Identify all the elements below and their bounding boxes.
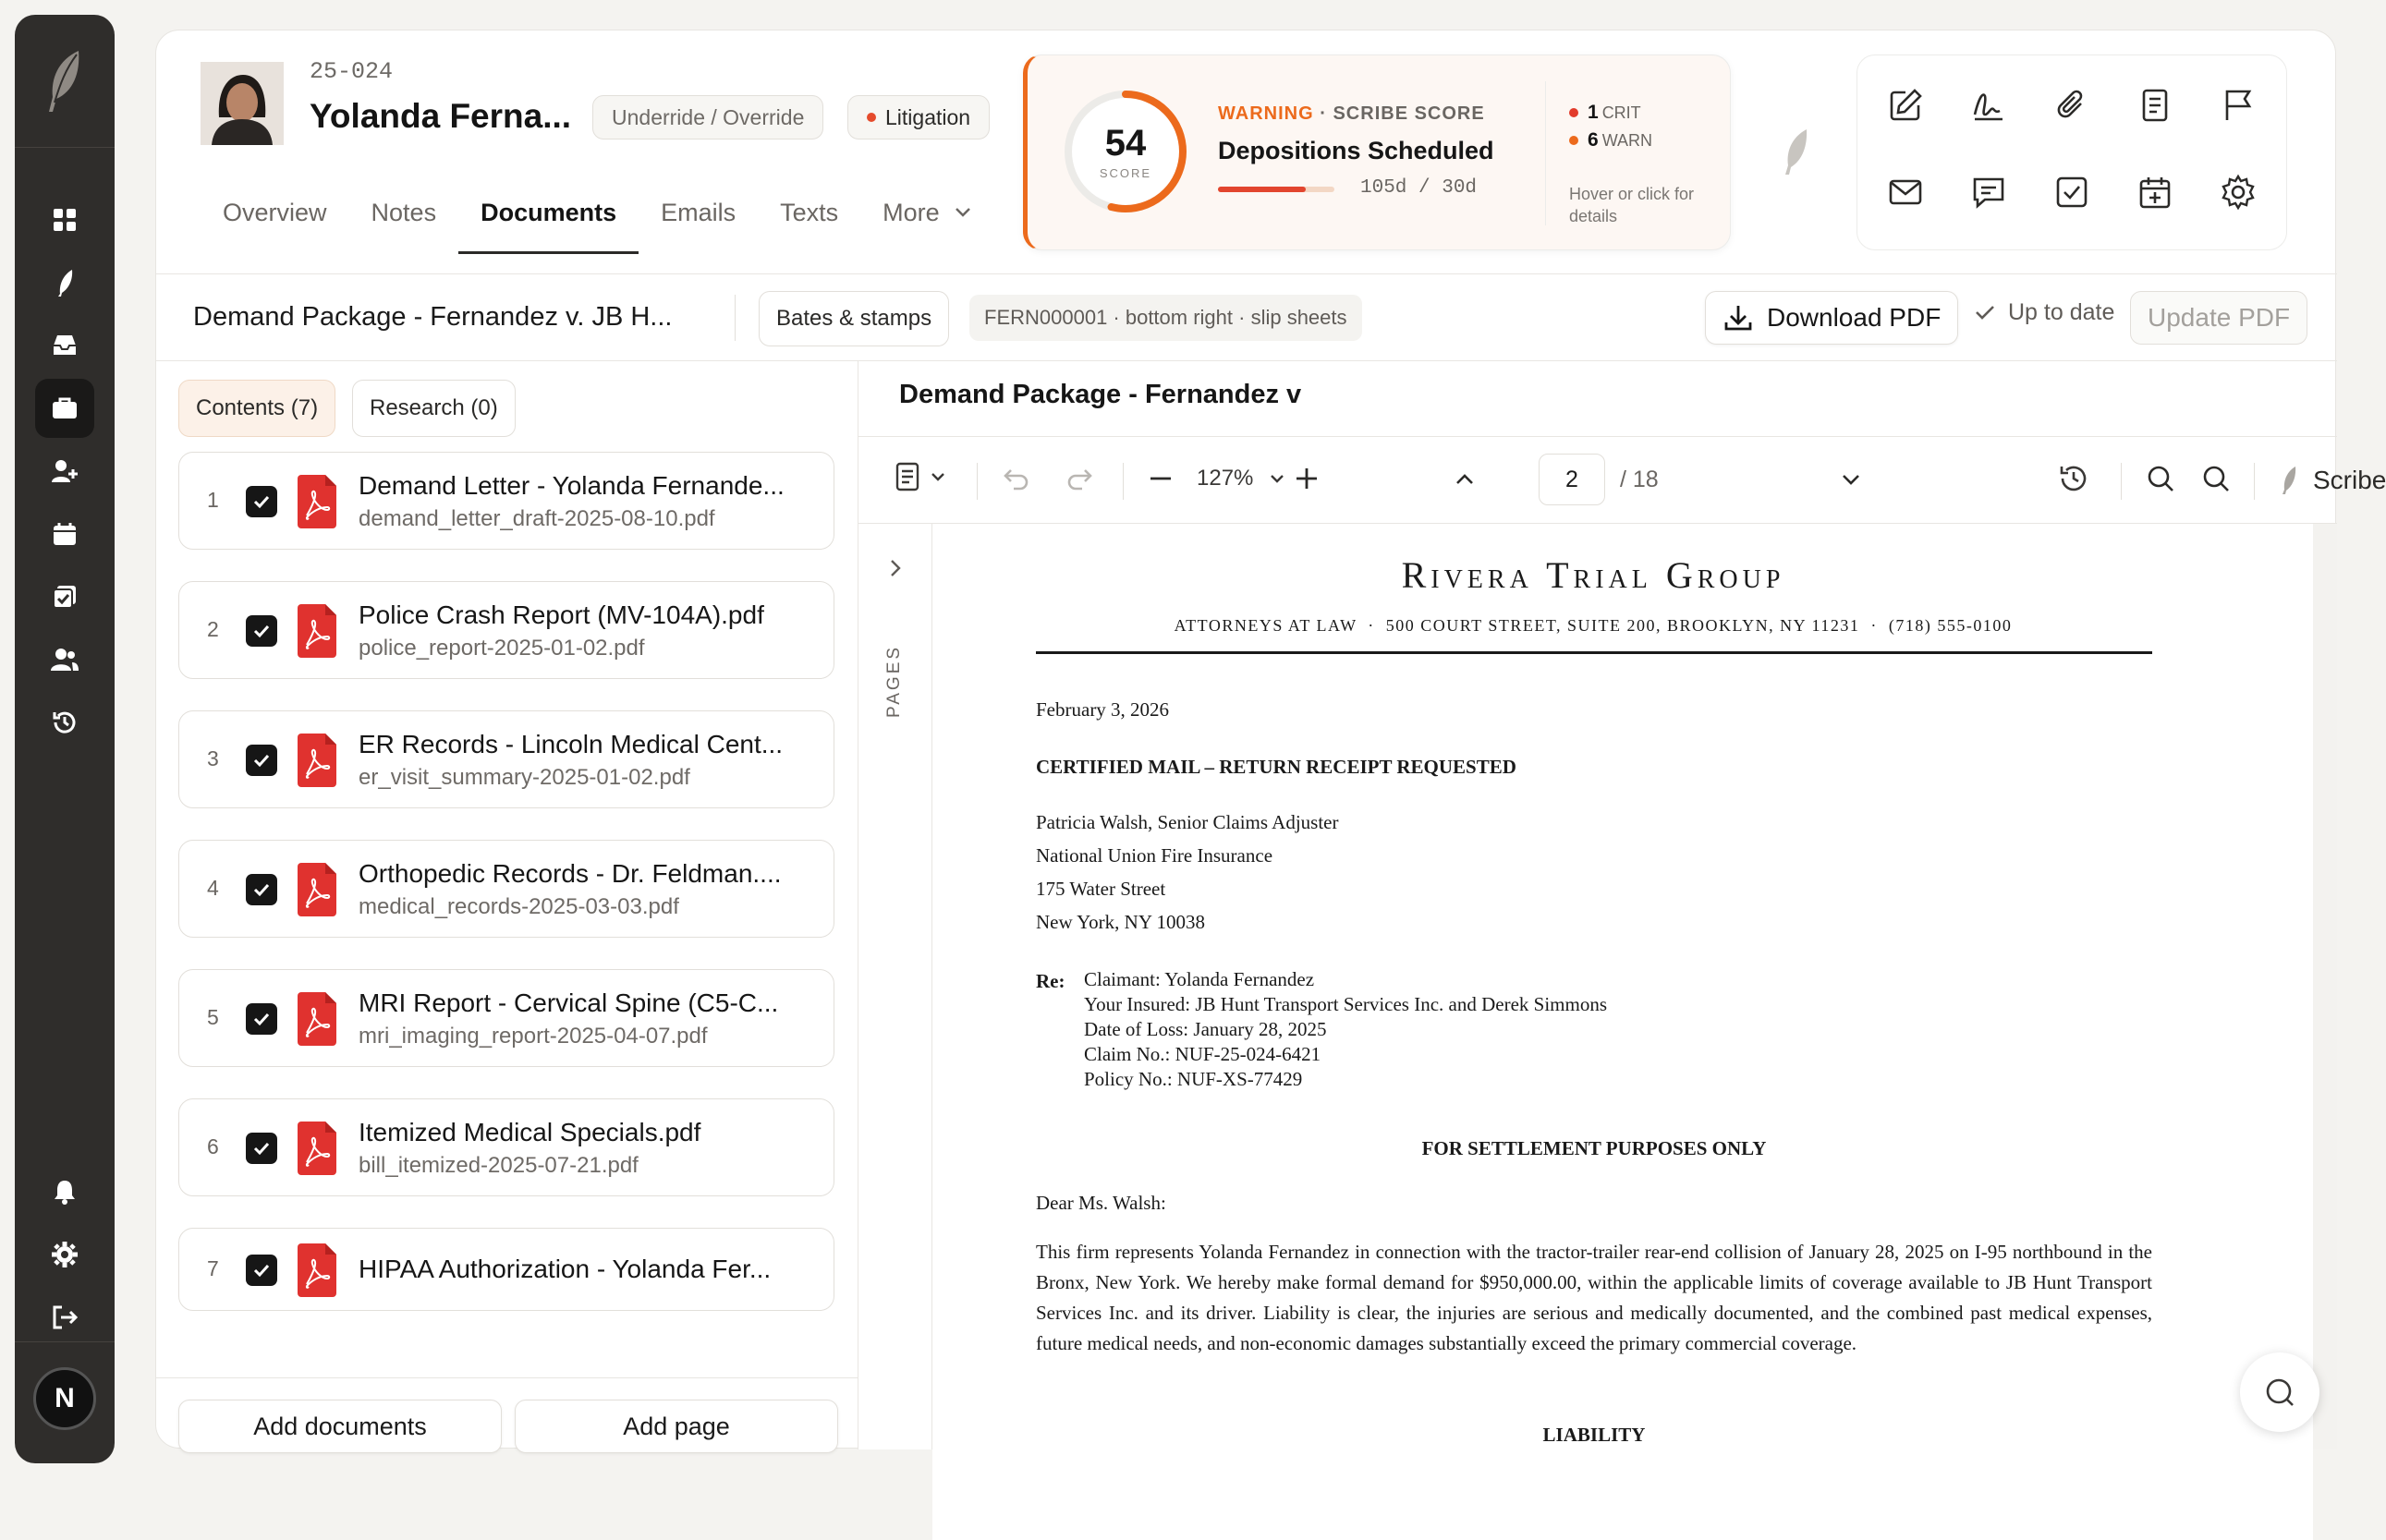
document-canvas xyxy=(932,524,2337,1449)
download-icon xyxy=(1723,302,1754,333)
re-claim-no: Claim No.: NUF-25-024-6421 xyxy=(1084,1043,1321,1065)
document-name: ER Records - Lincoln Medical Cent... xyxy=(359,730,784,758)
document-icon xyxy=(2136,87,2173,124)
document-card[interactable] xyxy=(178,969,834,1067)
gear-icon xyxy=(2220,174,2257,211)
score-label: SCRIBE SCORE xyxy=(1333,103,1485,124)
document-name: MRI Report - Cervical Spine (C5-C... xyxy=(359,988,779,1017)
prev-page-button[interactable] xyxy=(1450,465,1479,494)
score-progress-fill xyxy=(1218,187,1306,192)
re-insured: Your Insured: JB Hunt Transport Services Inc. and Derek Simmons xyxy=(1084,993,1608,1015)
view-mode-button[interactable] xyxy=(894,461,949,492)
case-workspace xyxy=(155,30,2386,1449)
zoom-level: 127% xyxy=(1197,466,1254,491)
document-number: 6 xyxy=(207,1134,219,1158)
firm-name xyxy=(932,553,2254,597)
case-tabs xyxy=(201,199,997,254)
gear-icon xyxy=(51,1241,79,1268)
page-number-input[interactable]: 2 xyxy=(1539,454,1605,505)
letterhead-rule xyxy=(1036,651,2152,654)
nav-tasks[interactable] xyxy=(15,567,115,626)
rail-divider xyxy=(15,1341,115,1342)
document-checkbox[interactable] xyxy=(246,486,277,517)
attach-button[interactable] xyxy=(2051,85,2092,126)
next-page-button[interactable] xyxy=(1836,465,1866,494)
scribe-label: Scribe xyxy=(2313,466,2386,494)
search-icon xyxy=(2145,463,2176,494)
pages-gutter xyxy=(858,524,932,1449)
document-card[interactable] xyxy=(178,840,834,938)
document-button[interactable] xyxy=(2135,85,2175,126)
document-number: 2 xyxy=(207,617,219,641)
nav-cases[interactable] xyxy=(15,379,115,438)
address-line-4: New York, NY 10038 xyxy=(1036,911,1205,933)
document-number: 5 xyxy=(207,1005,219,1029)
document-checkbox[interactable] xyxy=(246,615,277,647)
nav-calendar[interactable] xyxy=(15,504,115,564)
warn-dot-icon xyxy=(1569,136,1578,145)
firm-address: ATTORNEYS AT LAW · 500 COURT STREET, SUITE 200, BROOKLYN, NY 11231 · (718) 555-0100 xyxy=(1174,616,2013,635)
warn-label: WARN xyxy=(1601,130,1653,150)
nav-settings[interactable] xyxy=(15,1225,115,1284)
tab-more[interactable] xyxy=(860,199,997,254)
re-date-of-loss: Date of Loss: January 28, 2025 xyxy=(1084,1018,1327,1040)
tab-texts[interactable]: Texts xyxy=(780,199,839,226)
case-header xyxy=(156,30,2337,274)
letter-date: February 3, 2026 xyxy=(1036,698,1170,721)
check-icon xyxy=(251,879,272,900)
panel-footer-divider xyxy=(156,1377,858,1378)
bell-icon xyxy=(52,1178,78,1206)
tab-more-label: More xyxy=(883,199,940,226)
download-pdf-button[interactable] xyxy=(1705,291,1958,345)
flag-button[interactable] xyxy=(2218,85,2258,126)
firm-name-text: Rivera Trial Group xyxy=(1401,554,1785,596)
tab-emails[interactable]: Emails xyxy=(661,199,736,226)
app-sidebar xyxy=(15,15,115,1463)
check-icon xyxy=(251,621,272,641)
feather-icon xyxy=(2278,465,2300,496)
tasks-icon xyxy=(52,584,78,610)
toolbar-divider xyxy=(2254,463,2255,500)
crit-number: 1 xyxy=(1588,102,1599,123)
signature-button[interactable] xyxy=(1968,85,2009,126)
document-name: Orthopedic Records - Dr. Feldman.... xyxy=(359,859,782,888)
chevron-up-icon xyxy=(1450,465,1479,494)
scribe-score-card[interactable] xyxy=(1023,55,1731,250)
score-value: 54 xyxy=(1104,123,1147,164)
letter-page xyxy=(932,524,2313,1540)
score-ring xyxy=(1061,87,1190,216)
address-line-3: 175 Water Street xyxy=(1036,878,1166,900)
warn-number: 6 xyxy=(1588,129,1599,151)
document-filename: medical_records-2025-03-03.pdf xyxy=(359,894,679,919)
contents-panel xyxy=(156,361,858,1449)
tab-research[interactable]: Research (0) xyxy=(352,380,516,437)
nav-inbox[interactable] xyxy=(15,316,115,375)
checkbox-icon xyxy=(2053,174,2090,211)
re-policy-no: Policy No.: NUF-XS-77429 xyxy=(1084,1068,1303,1090)
download-pdf-label: Download PDF xyxy=(1767,303,1942,332)
search-icon xyxy=(2200,463,2232,494)
history-icon xyxy=(51,709,79,736)
nav-scribe[interactable] xyxy=(15,253,115,312)
opening-paragraph: This firm represents Yolanda Fernandez in connection with the tractor-trailer rear-end collision of January 28, 2025 on I-95 northbound in the Bronx, New York. We hereby make formal demand for $950,000.00, within the applicable limits of coverage available to JB Hunt Transport Services Inc. and its driver. Liability is clear, the injuries are serious and medically documented, and the combined past medical expenses, future medical needs, and non-economic damages substantially exceed the primary commercial coverage. xyxy=(1036,1241,2152,1354)
override-chip[interactable] xyxy=(592,95,823,139)
document-card[interactable] xyxy=(178,452,834,550)
update-pdf-button[interactable] xyxy=(2130,291,2307,345)
document-card[interactable] xyxy=(178,581,834,679)
liability-heading: LIABILITY xyxy=(1542,1424,1646,1446)
zoom-select[interactable] xyxy=(1197,463,1288,494)
case-number: 25-024 xyxy=(310,58,394,85)
nav-dashboard[interactable] xyxy=(15,190,115,249)
litigation-chip[interactable] xyxy=(847,95,990,139)
scribe-button[interactable] xyxy=(2278,457,2386,503)
document-checkbox[interactable] xyxy=(246,745,277,776)
document-number: 3 xyxy=(207,746,219,770)
edit-icon xyxy=(1887,87,1924,124)
document-checkbox[interactable] xyxy=(246,1255,277,1286)
pdf-file-icon xyxy=(296,604,338,658)
document-number: 7 xyxy=(207,1256,219,1280)
undo-button[interactable] xyxy=(1001,463,1032,494)
page-view-icon xyxy=(894,461,921,492)
check-icon xyxy=(251,1138,272,1158)
document-number: 4 xyxy=(207,876,219,900)
inbox-icon xyxy=(51,333,79,358)
score-caption: SCORE xyxy=(1099,166,1152,180)
app-logo[interactable] xyxy=(15,15,115,148)
up-to-date-status xyxy=(1971,298,2114,326)
nav-add-contact[interactable] xyxy=(15,442,115,501)
score-progress-bar xyxy=(1218,187,1334,192)
viewer-title: Demand Package - Fernandez v xyxy=(899,380,1302,409)
feather-icon xyxy=(52,268,78,297)
document-name: Itemized Medical Specials.pdf xyxy=(359,1118,701,1146)
users-icon xyxy=(50,647,79,673)
add-event-button[interactable] xyxy=(2135,172,2175,212)
pdf-file-icon xyxy=(296,734,338,787)
search-fab[interactable] xyxy=(2240,1352,2319,1432)
chevron-down-icon xyxy=(927,466,949,488)
nav-contacts[interactable] xyxy=(15,630,115,689)
bates-stamps-label: Bates & stamps xyxy=(776,306,932,331)
document-filename: er_visit_summary-2025-01-02.pdf xyxy=(359,765,690,790)
calendar-plus-icon xyxy=(2136,174,2173,211)
document-name: HIPAA Authorization - Yolanda Fer... xyxy=(359,1255,772,1283)
document-checkbox[interactable] xyxy=(246,874,277,905)
pages-label[interactable]: PAGES xyxy=(884,644,904,718)
chevron-down-icon xyxy=(951,199,975,226)
paperclip-icon xyxy=(2053,87,2090,124)
document-name: Police Crash Report (MV-104A).pdf xyxy=(359,600,764,629)
toolbar-divider xyxy=(977,463,978,500)
score-divider xyxy=(1545,81,1546,225)
toolbar-divider xyxy=(2121,463,2122,500)
mail-icon xyxy=(1887,174,1924,211)
document-card[interactable] xyxy=(178,1228,834,1311)
document-name: Demand Letter - Yolanda Fernande... xyxy=(359,471,785,500)
pdf-file-icon xyxy=(296,863,338,916)
chat-search-icon xyxy=(2262,1375,2297,1410)
chevron-down-icon xyxy=(1266,467,1288,490)
redo-button[interactable] xyxy=(1064,463,1095,494)
bates-info xyxy=(969,295,1362,341)
check-icon xyxy=(1971,298,1999,326)
document-number: 1 xyxy=(207,488,219,512)
pdf-file-icon xyxy=(296,992,338,1046)
warn-count xyxy=(1569,129,1652,152)
pdf-file-icon xyxy=(296,1243,338,1297)
score-title: Depositions Scheduled xyxy=(1218,137,1494,164)
find-button[interactable] xyxy=(2200,463,2232,494)
package-title[interactable]: Demand Package - Fernandez v. JB H... xyxy=(193,302,673,332)
undo-icon xyxy=(1001,463,1032,494)
edit-button[interactable] xyxy=(1885,85,1926,126)
pdf-file-icon xyxy=(296,1122,338,1175)
quick-actions xyxy=(1856,55,2287,250)
feather-icon xyxy=(1777,127,1814,176)
score-status xyxy=(1218,103,1485,125)
settlement-heading: FOR SETTLEMENT PURPOSES ONLY xyxy=(1421,1137,1767,1159)
chevron-right-icon[interactable] xyxy=(883,555,908,581)
chevron-down-icon xyxy=(1836,465,1866,494)
document-filename: mri_imaging_report-2025-04-07.pdf xyxy=(359,1024,708,1049)
task-button[interactable] xyxy=(2051,172,2092,212)
crit-count xyxy=(1569,102,1641,124)
re-label: Re: xyxy=(1036,970,1065,992)
pdf-viewer xyxy=(858,361,2386,1449)
flag-icon xyxy=(2220,87,2257,124)
version-history-button[interactable] xyxy=(2058,463,2089,494)
certified-mail-line: CERTIFIED MAIL – RETURN RECEIPT REQUESTED xyxy=(1036,756,1516,778)
score-dot: · xyxy=(1320,103,1327,124)
salutation: Dear Ms. Walsh: xyxy=(1036,1192,1166,1214)
score-status-text: WARNING xyxy=(1218,103,1314,124)
litigation-dot-icon xyxy=(867,113,876,122)
logout-icon xyxy=(51,1304,79,1330)
signature-icon xyxy=(1970,87,2007,124)
feather-logo-icon xyxy=(42,47,88,115)
document-checkbox[interactable] xyxy=(246,1003,277,1035)
client-name[interactable]: Yolanda Ferna... xyxy=(310,97,572,135)
document-filename: demand_letter_draft-2025-08-10.pdf xyxy=(359,506,715,531)
add-page-button[interactable]: Add page xyxy=(515,1400,838,1453)
tab-notes[interactable]: Notes xyxy=(371,199,437,226)
tab-overview[interactable]: Overview xyxy=(223,199,327,226)
check-icon xyxy=(251,1260,272,1280)
re-block xyxy=(1084,967,1607,1092)
check-icon xyxy=(251,1009,272,1029)
address-line-2: National Union Fire Insurance xyxy=(1036,844,1273,867)
score-days: 105d / 30d xyxy=(1360,177,1478,199)
pdf-file-icon xyxy=(296,475,338,528)
nav-logout[interactable] xyxy=(15,1288,115,1347)
bates-info-text: FERN000001 · bottom right · slip sheets xyxy=(984,306,1347,329)
document-filename: bill_itemized-2025-07-21.pdf xyxy=(359,1153,639,1178)
re-claimant: Claimant: Yolanda Fernandez xyxy=(1084,968,1315,990)
crit-dot-icon xyxy=(1569,108,1578,117)
tab-contents[interactable]: Contents (7) xyxy=(178,380,335,437)
message-icon xyxy=(1970,174,2007,211)
nav-history[interactable] xyxy=(15,693,115,752)
redo-icon xyxy=(1064,463,1095,494)
add-documents-button[interactable]: Add documents xyxy=(178,1400,502,1453)
viewer-header xyxy=(858,361,2337,437)
user-avatar[interactable]: N xyxy=(33,1367,96,1430)
document-toolbar xyxy=(156,274,2337,361)
address-line-1: Patricia Walsh, Senior Claims Adjuster xyxy=(1036,811,1339,833)
dashboard-icon xyxy=(52,207,78,233)
update-pdf-label: Update PDF xyxy=(2148,303,2291,332)
nav-notifications[interactable] xyxy=(15,1162,115,1221)
message-button[interactable] xyxy=(1968,172,2009,212)
calendar-icon xyxy=(52,521,78,547)
briefcase-icon xyxy=(51,395,79,421)
check-icon xyxy=(251,750,272,770)
toolbar-divider xyxy=(1123,463,1124,500)
crit-label: CRIT xyxy=(1601,103,1641,122)
score-hover-hint: Hover or click for details xyxy=(1569,185,1695,225)
litigation-label: Litigation xyxy=(885,104,971,129)
email-button[interactable] xyxy=(1885,172,1926,212)
plus-icon xyxy=(1291,463,1322,494)
up-to-date-label: Up to date xyxy=(2008,298,2115,325)
zoom-in-button[interactable] xyxy=(1291,463,1322,494)
override-label: Underride / Override xyxy=(612,104,805,129)
document-filename: police_report-2025-01-02.pdf xyxy=(359,636,645,661)
client-photo xyxy=(201,62,284,145)
tab-documents[interactable]: Documents xyxy=(458,199,639,254)
user-plus-icon xyxy=(51,458,79,484)
document-card[interactable] xyxy=(178,710,834,808)
bates-stamps-button[interactable] xyxy=(759,291,949,346)
viewer-toolbar xyxy=(858,437,2386,524)
search-button[interactable] xyxy=(2145,463,2176,494)
check-icon xyxy=(251,491,272,512)
document-card[interactable] xyxy=(178,1098,834,1196)
minus-icon xyxy=(1145,463,1176,494)
history-icon xyxy=(2058,463,2089,494)
zoom-out-button[interactable] xyxy=(1145,463,1176,494)
case-settings-button[interactable] xyxy=(2218,172,2258,212)
docbar-divider xyxy=(735,295,736,341)
total-pages: / 18 xyxy=(1620,467,1659,492)
document-checkbox[interactable] xyxy=(246,1133,277,1164)
